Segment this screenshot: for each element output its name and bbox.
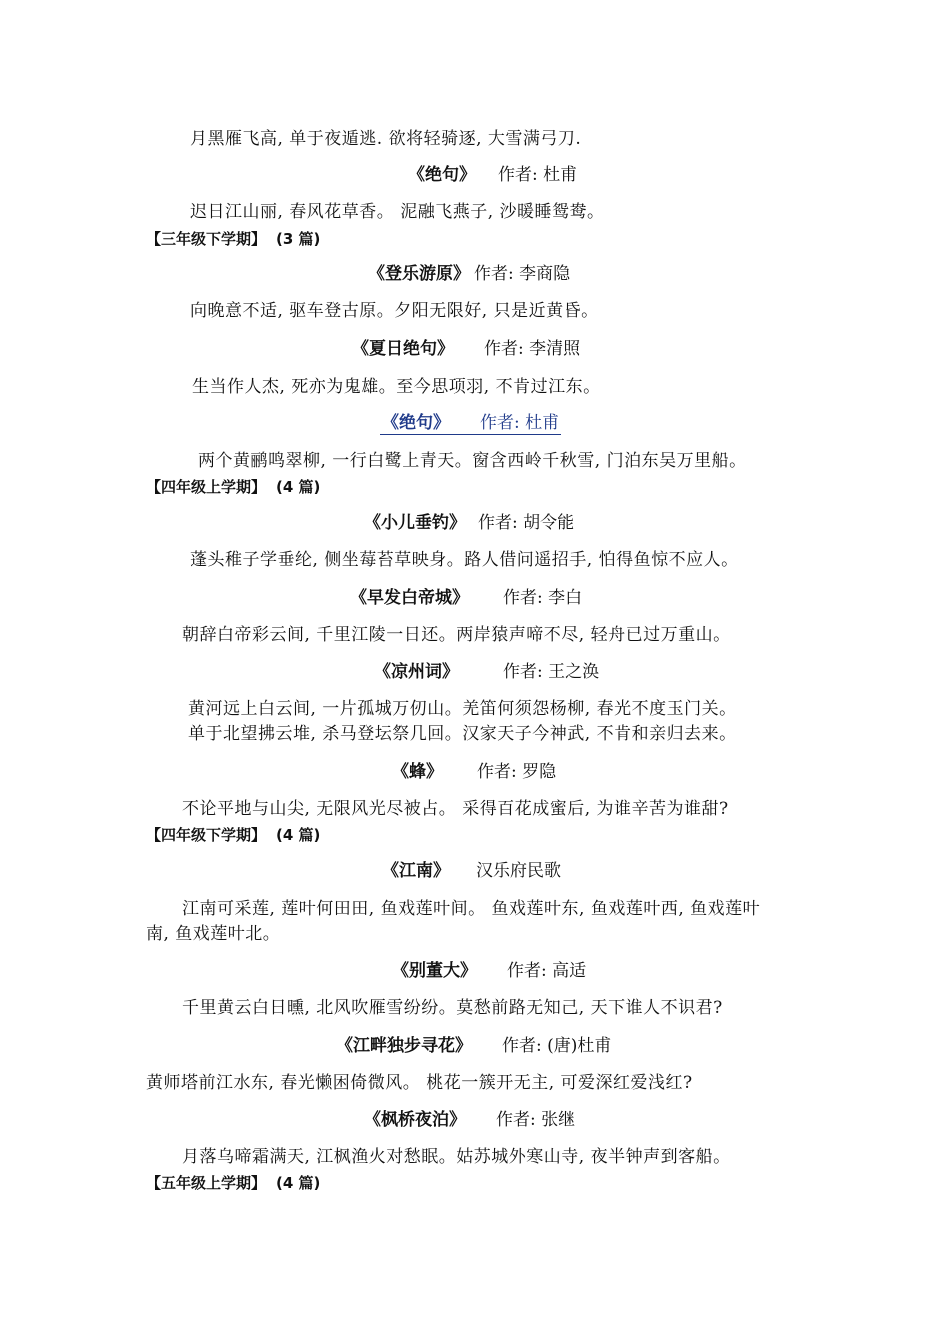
poem-title: 《江畔独步寻花》 — [336, 1036, 472, 1056]
poem-heading — [382, 860, 561, 882]
poem-line: 黄河远上白云间, 一片孤城万仞山。羌笛何须怨杨柳, 春光不度玉门关。 — [188, 699, 737, 719]
poem-title: 《登乐游原》 — [368, 264, 470, 284]
section-heading — [146, 228, 320, 250]
poem-line: 生当作人杰, 死亦为鬼雄。至今思项羽, 不肯过江东。 — [192, 377, 601, 397]
poem-author[interactable]: 作者: 杜甫 — [480, 413, 560, 433]
section-label: 【四年级下学期】 — [146, 826, 267, 844]
poem-line: 千里黄云白日曛, 北风吹雁雪纷纷。莫愁前路无知己, 天下谁人不识君? — [182, 998, 723, 1018]
poem-line: 两个黄鹂鸣翠柳, 一行白鹭上青天。窗含西岭千秋雪, 门泊东吴万里船。 — [198, 451, 747, 471]
poem-author: 作者: 李白 — [503, 588, 583, 608]
poem-heading — [350, 587, 582, 609]
poem-line: 月落乌啼霜满天, 江枫渔火对愁眠。姑苏城外寒山寺, 夜半钟声到客船。 — [182, 1147, 731, 1167]
poem-line: 不论平地与山尖, 无限风光尽被占。 采得百花成蜜后, 为谁辛苦为谁甜? — [182, 799, 729, 819]
poem-author: 作者: 李商隐 — [474, 264, 571, 284]
poem-author: 汉乐府民歌 — [476, 861, 561, 881]
poem-heading — [374, 661, 599, 683]
poem-title: 《早发白帝城》 — [350, 588, 469, 608]
poem-title: 《别董大》 — [392, 961, 477, 981]
poem-line: 南, 鱼戏莲叶北。 — [146, 924, 281, 944]
poem-author: 作者: 张继 — [496, 1110, 576, 1130]
poem-author: 作者: 王之涣 — [503, 662, 600, 682]
poem-line: 蓬头稚子学垂纶, 侧坐莓苔草映身。路人借问遥招手, 怕得鱼惊不应人。 — [190, 550, 739, 570]
poem-heading — [392, 761, 556, 783]
poem-line: 江南可采莲, 莲叶何田田, 鱼戏莲叶间。 鱼戏莲叶东, 鱼戏莲叶西, 鱼戏莲叶 — [182, 899, 761, 919]
poem-heading — [352, 338, 580, 360]
poem-heading — [364, 1109, 575, 1131]
poem-title: 《绝句》 — [408, 165, 476, 185]
poem-heading — [368, 263, 570, 285]
poem-heading — [408, 164, 577, 186]
section-count: (3 篇) — [276, 230, 321, 248]
poem-title: 《凉州词》 — [374, 662, 459, 682]
section-count: (4 篇) — [276, 1174, 321, 1192]
poem-line: 向晚意不适, 驱车登古原。夕阳无限好, 只是近黄昏。 — [190, 301, 599, 321]
section-heading — [146, 476, 320, 498]
section-heading — [146, 824, 320, 846]
poem-heading-link[interactable] — [380, 412, 561, 435]
poem-title: 《蜂》 — [392, 762, 443, 782]
poem-heading — [392, 960, 586, 982]
poem-line: 朝辞白帝彩云间, 千里江陵一日还。两岸猿声啼不尽, 轻舟已过万重山。 — [182, 625, 731, 645]
poem-line: 黄师塔前江水东, 春光懒困倚微风。 桃花一簇开无主, 可爱深红爱浅红? — [146, 1073, 693, 1093]
poem-title: 《江南》 — [382, 861, 450, 881]
section-count: (4 篇) — [276, 826, 321, 844]
poem-line: 月黑雁飞高, 单于夜遁逃. 欲将轻骑逐, 大雪满弓刀. — [190, 129, 582, 149]
poem-heading — [336, 1035, 611, 1057]
poem-author: 作者: 胡令能 — [478, 513, 575, 533]
poem-title[interactable]: 《绝句》 — [382, 413, 450, 433]
poem-title: 《枫桥夜泊》 — [364, 1110, 466, 1130]
section-label: 【三年级下学期】 — [146, 230, 267, 248]
section-label: 【四年级上学期】 — [146, 478, 267, 496]
section-count: (4 篇) — [276, 478, 321, 496]
poem-line: 迟日江山丽, 春风花草香。 泥融飞燕子, 沙暖睡鸳鸯。 — [190, 202, 605, 222]
poem-author: 作者: (唐)杜甫 — [502, 1036, 612, 1056]
poem-title: 《小儿垂钓》 — [364, 513, 466, 533]
poem-author: 作者: 杜甫 — [498, 165, 578, 185]
poem-author: 作者: 李清照 — [484, 339, 581, 359]
poem-author: 作者: 罗隐 — [477, 762, 557, 782]
poem-title: 《夏日绝句》 — [352, 339, 454, 359]
section-label: 【五年级上学期】 — [146, 1174, 267, 1192]
poem-heading — [364, 512, 574, 534]
section-heading — [146, 1172, 320, 1194]
poem-author: 作者: 高适 — [507, 961, 587, 981]
poem-line: 单于北望拂云堆, 杀马登坛祭几回。汉家天子今神武, 不肯和亲归去来。 — [188, 724, 737, 744]
